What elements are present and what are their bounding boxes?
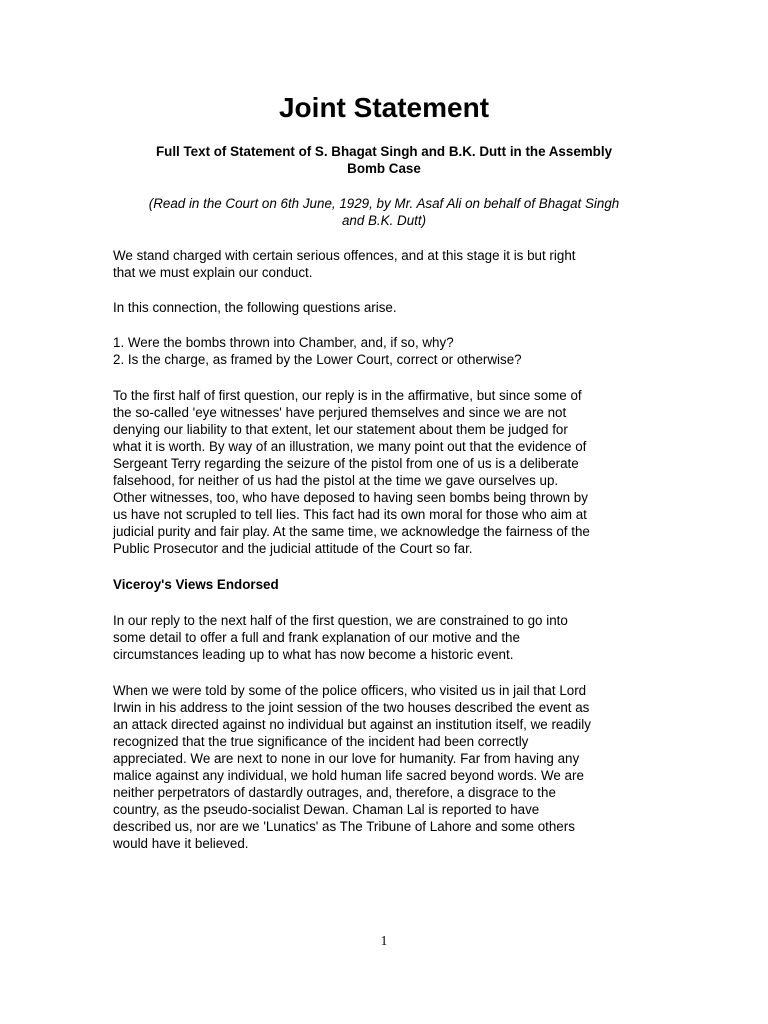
intro-paragraph [113,247,658,281]
paragraph-line: would have it believed. [113,836,249,852]
paragraph-line: We stand charged with certain serious offences, and at this stage it is but right [113,248,576,263]
subtitle-line: Full Text of Statement of S. Bhagat Singh and B.K. Dutt in the Assembly [155,144,613,159]
section-heading: Viceroy's Views Endorsed [113,577,279,592]
reading-note [112,195,656,229]
document-subtitle [112,143,656,177]
police-paragraph [113,682,658,852]
paragraph-line: circumstances leading up to what has now become a historic event. [113,647,514,663]
paragraph-line: To the first half of first question, our reply is in the affirmative, but since some of [113,388,582,403]
paragraph-line: Other witnesses, too, who have deposed to having seen bombs being thrown by [113,490,588,506]
paragraph-line: recognized that the true significance of the incident had been correctly [113,734,529,750]
paragraph-line: described us, nor are we 'Lunatics' as The Tribune of Lahore and some others [113,819,575,835]
page-number: 1 [380,933,388,948]
paragraph-line: some detail to offer a full and frank explanation of our motive and the [113,630,520,646]
paragraph-line: neither perpetrators of dastardly outrages, and, therefore, a disgrace to the [113,785,556,801]
paragraph-line: Public Prosecutor and the judicial attitude of the Court so far. [113,541,473,557]
paragraph-line: In our reply to the next half of the first question, we are constrained to go into [113,613,568,628]
paragraph-line: judicial purity and fair play. At the same time, we acknowledge the fairness of the [113,524,590,540]
paragraph-line: us have not scrupled to tell lies. This fact had its own moral for those who aim at [113,507,587,523]
subtitle-line: Bomb Case [347,161,421,176]
note-line: and B.K. Dutt) [341,213,427,228]
page-title: Joint Statement [278,92,490,123]
reply-paragraph [113,612,658,663]
paragraph-line: an attack directed against no individual but against an institution itself, we readily [113,717,591,733]
paragraph-line: country, as the pseudo-socialist Dewan. Chaman Lal is reported to have [113,802,540,818]
connection-paragraph [113,299,658,316]
note-line: (Read in the Court on 6th June, 1929, by Mr. Asaf Ali on behalf of Bhagat Singh [148,196,620,211]
paragraph-line: When we were told by some of the police officers, who visited us in jail that Lord [113,683,587,698]
paragraph-line: Sergeant Terry regarding the seizure of the pistol from one of us is a deliberate [113,456,579,472]
paragraph-line: the so-called 'eye witnesses' have perjured themselves and since we are not [113,405,567,421]
paragraph-line: malice against any individual, we hold human life sacred beyond words. We are [113,768,584,784]
paragraph-line: falsehood, for neither of us had the pistol at the time we gave ourselves up. [113,473,559,489]
question-item: 2. Is the charge, as framed by the Lower Court, correct or otherwise? [113,352,522,368]
first-half-paragraph [113,387,658,557]
paragraph-line: appreciated. We are next to none in our love for humanity. Far from having any [113,751,580,767]
paragraph-line: In this connection, the following questions arise. [113,300,397,315]
paragraph-line: Irwin in his address to the joint session of the two houses described the event as [113,700,590,716]
question-item: 1. Were the bombs thrown into Chamber, and, if so, why? [113,335,454,350]
paragraph-line: what it is worth. By way of an illustration, we many point out that the evidence of [113,439,587,455]
questions-list [113,334,658,368]
paragraph-line: denying our liability to that extent, let our statement about them be judged for [113,422,568,438]
paragraph-line: that we must explain our conduct. [113,265,313,281]
